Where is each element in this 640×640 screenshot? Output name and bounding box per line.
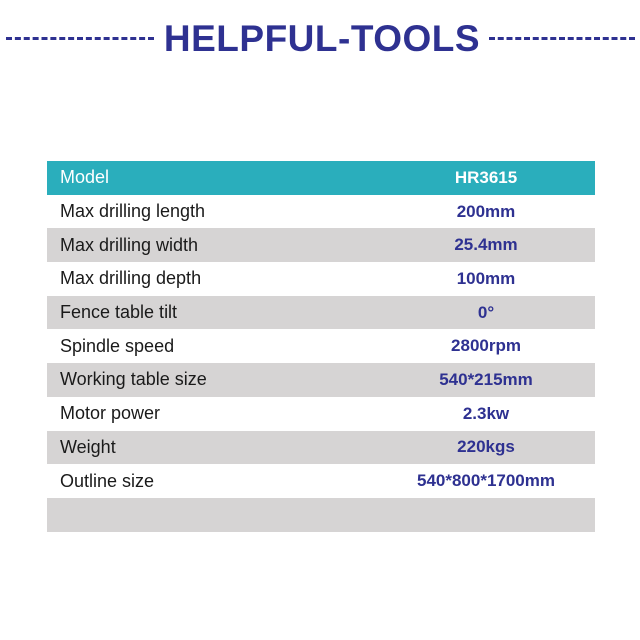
spec-value: HR3615 bbox=[454, 167, 518, 187]
spec-label: Motor power bbox=[60, 403, 161, 424]
spec-table bbox=[47, 161, 595, 532]
table-row bbox=[47, 228, 595, 262]
spec-label: Spindle speed bbox=[60, 335, 175, 356]
table-row bbox=[47, 397, 595, 431]
spec-label: Max drilling length bbox=[60, 201, 206, 222]
page-header bbox=[0, 16, 640, 62]
spec-label: Weight bbox=[60, 436, 116, 457]
spec-value: 200mm bbox=[456, 201, 516, 221]
spec-label: Fence table tilt bbox=[60, 302, 178, 323]
table-row bbox=[47, 464, 595, 498]
spec-value: 25.4mm bbox=[454, 235, 518, 255]
spec-value: 540*215mm bbox=[439, 369, 533, 389]
spec-label: Model bbox=[60, 167, 110, 188]
table-row bbox=[47, 498, 595, 532]
table-row bbox=[47, 262, 595, 296]
table-header-row bbox=[47, 161, 595, 195]
page-title: HELPFUL-TOOLS bbox=[163, 18, 481, 59]
spec-value: 0° bbox=[477, 302, 495, 322]
table-row bbox=[47, 296, 595, 330]
right-dashed-divider bbox=[489, 37, 635, 40]
table-row bbox=[47, 363, 595, 397]
spec-value: 2.3kw bbox=[462, 403, 510, 423]
table-row bbox=[47, 329, 595, 363]
spec-label: Max drilling width bbox=[60, 234, 199, 255]
table-row bbox=[47, 431, 595, 465]
spec-value: 220kgs bbox=[457, 437, 515, 457]
spec-value: 540*800*1700mm bbox=[416, 471, 555, 491]
table-row bbox=[47, 195, 595, 229]
left-dashed-divider bbox=[6, 37, 154, 40]
spec-value: 100mm bbox=[456, 268, 516, 288]
spec-label: Outline size bbox=[60, 470, 155, 491]
spec-label: Working table size bbox=[60, 369, 207, 390]
spec-value: 2800rpm bbox=[451, 336, 521, 356]
spec-label: Max drilling depth bbox=[60, 268, 202, 289]
